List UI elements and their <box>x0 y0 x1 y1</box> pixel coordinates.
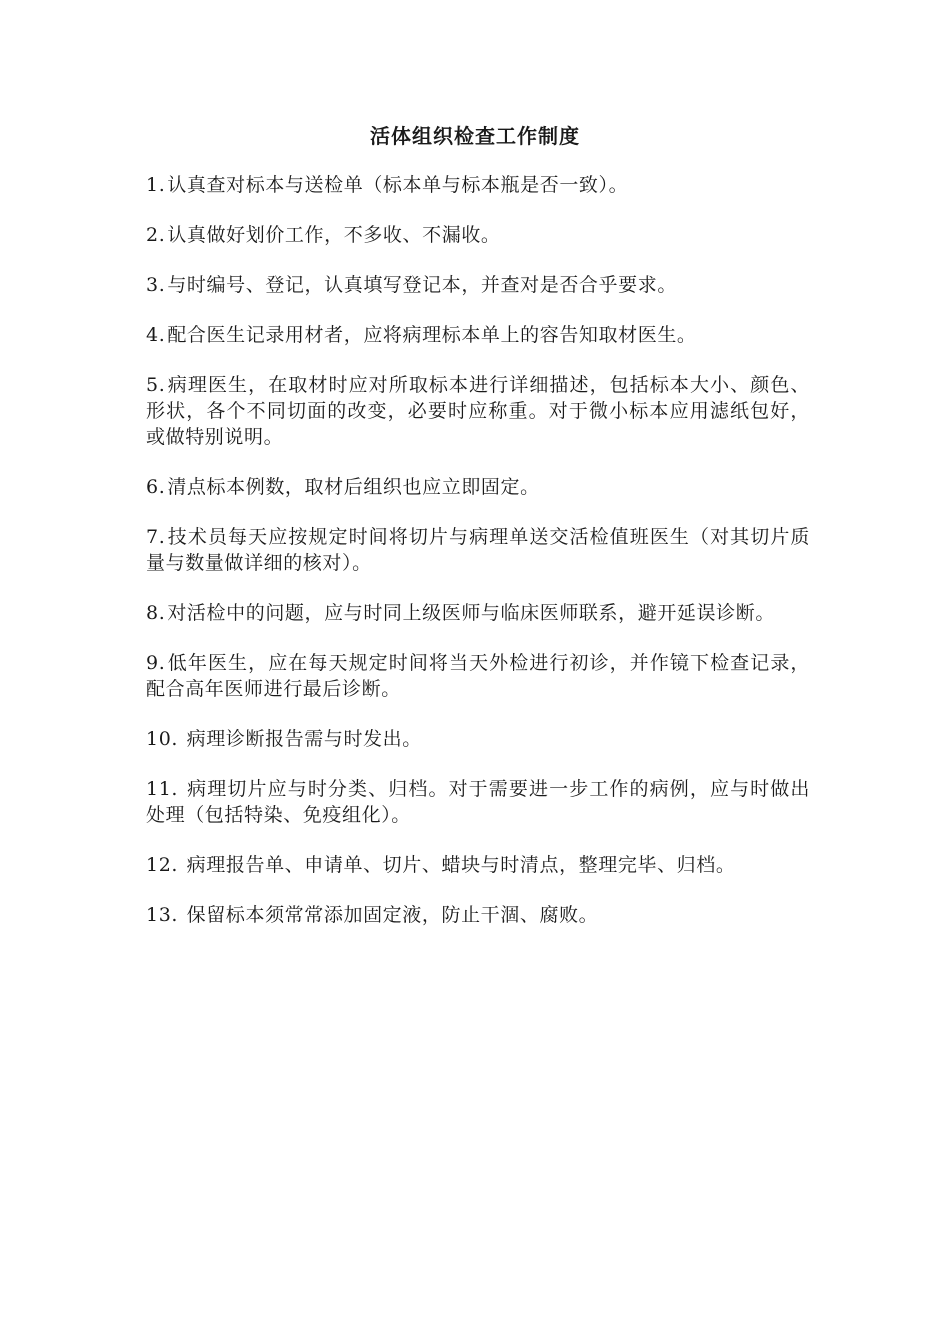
rule-text: 认真做好划价工作，不多收、不漏收。 <box>167 224 501 246</box>
rule-number: 11. <box>146 778 179 800</box>
rule-item <box>146 322 810 348</box>
rule-item <box>146 902 810 928</box>
rule-item <box>146 852 810 878</box>
rule-number: 1. <box>146 174 166 196</box>
rule-text: 清点标本例数，取材后组织也应立即固定。 <box>167 476 540 498</box>
rule-item <box>146 272 810 298</box>
rule-text: 病理诊断报告需与时发出。 <box>180 728 422 750</box>
rule-number: 13. <box>146 904 179 926</box>
rule-number: 7. <box>146 526 166 548</box>
rule-item <box>146 776 810 828</box>
rule-number: 5. <box>146 374 166 396</box>
rule-item <box>146 172 810 198</box>
rule-item <box>146 726 810 752</box>
rule-text: 配合医生记录用材者，应将病理标本单上的容告知取材医生。 <box>167 324 697 346</box>
rule-item <box>146 372 810 450</box>
rule-item <box>146 222 810 248</box>
rule-number: 9. <box>146 652 166 674</box>
rule-number: 12. <box>146 854 179 876</box>
rule-text: 病理切片应与时分类、归档。对于需要进一步工作的病例，应与时做出处理（包括特染、免疫组化）。 <box>146 778 810 826</box>
rule-text: 病理报告单、申请单、切片、蜡块与时清点，整理完毕、归档。 <box>180 854 736 876</box>
rule-number: 10. <box>146 728 179 750</box>
document-title: 活体组织检查工作制度 <box>370 124 580 148</box>
rule-text: 病理医生，在取材时应对所取标本进行详细描述，包括标本大小、颜色、形状，各个不同切面的改变，必要时应称重。对于微小标本应用滤纸包好，或做特别说明。 <box>146 374 810 448</box>
rule-text: 保留标本须常常添加固定液，防止干涸、腐败。 <box>180 904 599 926</box>
rule-item <box>146 600 810 626</box>
rule-text: 低年医生，应在每天规定时间将当天外检进行初诊，并作镜下检查记录，配合高年医师进行最后诊断。 <box>146 652 810 700</box>
rule-number: 3. <box>146 274 166 296</box>
rule-number: 2. <box>146 224 166 246</box>
rule-item <box>146 650 810 702</box>
rule-number: 8. <box>146 602 166 624</box>
rule-number: 4. <box>146 324 166 346</box>
rule-text: 与时编号、登记，认真填写登记本，并查对是否合乎要求。 <box>167 274 677 296</box>
rule-list <box>146 172 810 952</box>
rule-item <box>146 524 810 576</box>
rule-text: 技术员每天应按规定时间将切片与病理单送交活检值班医生（对其切片质量与数量做详细的核对）。 <box>146 526 810 574</box>
rule-text: 认真查对标本与送检单（标本单与标本瓶是否一致）。 <box>167 174 629 196</box>
rule-item <box>146 474 810 500</box>
rule-number: 6. <box>146 476 166 498</box>
rule-text: 对活检中的问题，应与时同上级医师与临床医师联系，避开延误诊断。 <box>167 602 775 624</box>
